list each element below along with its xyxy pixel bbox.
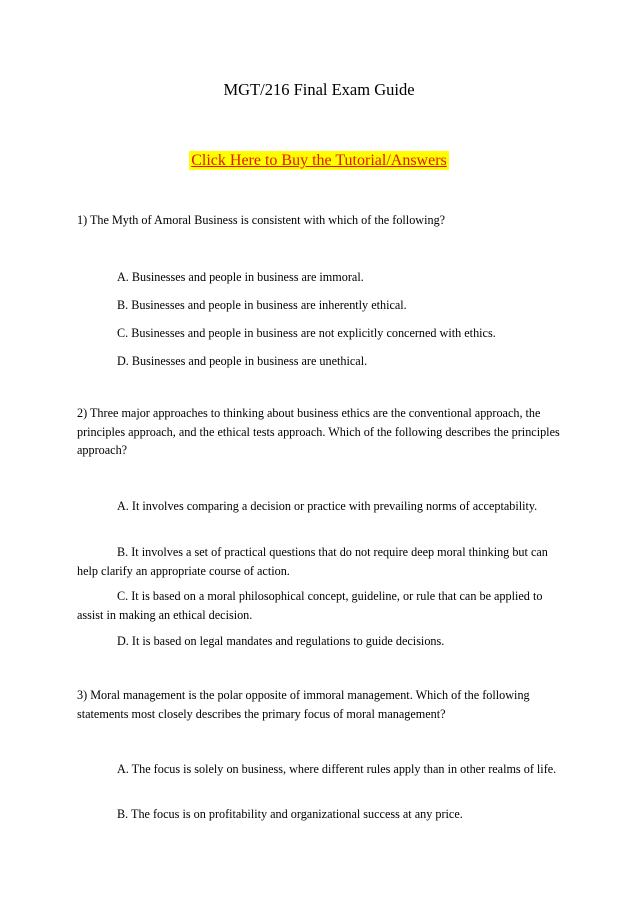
buy-link-container [0,150,638,172]
document-title: MGT/216 Final Exam Guide [223,80,415,99]
question-2-option-d: D. It is based on legal mandates and regulations to guide decisions. [117,634,445,648]
question-2-option-b: B. It involves a set of practical questions that do not require deep moral thinking but can help clarify an appropriate course of action. [77,545,548,578]
question-1-option-b: B. Businesses and people in business are inherently ethical. [117,298,407,312]
question-1-option-c: C. Businesses and people in business are not explicitly concerned with ethics. [117,326,496,340]
question-3-text: 3) Moral management is the polar opposite of immoral management. Which of the following statements most closely describes the primary focus of moral management? [77,688,530,721]
question-2-text: 2) Three major approaches to thinking about business ethics are the conventional approach, the principles approach, and the ethical tests approach. Which of the following describes the principles approach? [77,406,560,457]
buy-tutorial-link[interactable]: Click Here to Buy the Tutorial/Answers [191,152,447,169]
question-3-option-a: A. The focus is solely on business, where different rules apply than in other realms of life. [117,762,557,776]
question-3-option-b: B. The focus is on profitability and organizational success at any price. [117,807,463,821]
question-1-option-a: A. Businesses and people in business are immoral. [117,270,364,284]
question-2-option-a: A. It involves comparing a decision or practice with prevailing norms of acceptability. [117,499,538,513]
question-1-option-d: D. Businesses and people in business are unethical. [117,354,368,368]
question-1-text: 1) The Myth of Amoral Business is consistent with which of the following? [77,213,446,227]
question-2-option-c: C. It is based on a moral philosophical concept, guideline, or rule that can be applied to assist in making an ethical decision. [77,589,543,622]
